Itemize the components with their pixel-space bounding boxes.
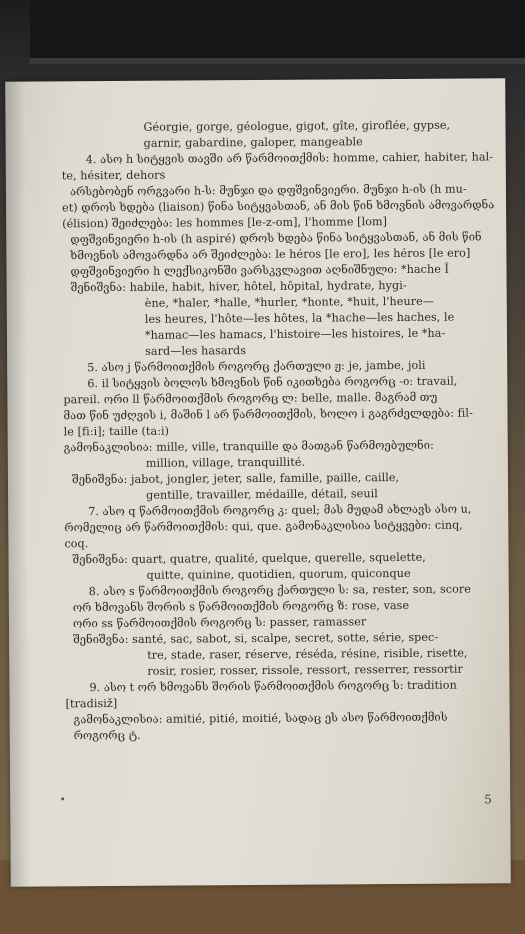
text-line: დფშვინვიერი h ლექსიკონში ვარსკვლავით აღნიშნული: *hache Î <box>70 262 450 279</box>
text-line: გამონაკლისია: amitié, pitié, moitié, სადაც ეს ასო წარმოითქმის <box>73 710 448 727</box>
laptop-hinge <box>30 58 525 64</box>
text-line: შენიშვნა: quart, quatre, qualité, quelque, querelle, squelette, <box>72 550 426 567</box>
text-line: ორ ხმოვანს შორის s წარმოითქმის როგორც ზ: rose, vase <box>72 598 410 615</box>
text-line: მათ წინ უძღვის i, მაშინ l არ წარმოითქმის, ხოლო i გაგრძელდება: fil- <box>63 406 473 423</box>
text-line: Géorgie, gorge, géologue, gigot, gîte, giroflée, gypse, <box>143 118 451 134</box>
text-line: coq. <box>64 537 89 551</box>
book-page <box>5 78 511 886</box>
text-line: ène, *haler, *halle, *hurler, *honte, *huit, l'heure— <box>144 294 435 310</box>
text-line: pareil. ორი ll წარმოითქმის როგორც ლ: belle, malle. მაგრამ თუ <box>63 390 438 407</box>
text-line: 6. il სიტყვის ბოლოს ხმოვნის წინ იკითხება როგორც -ი: travail, <box>87 374 458 391</box>
text-line: million, village, tranquillité. <box>145 455 306 470</box>
text-line: quitte, quinine, quotidien, quorum, quiconque <box>146 566 411 582</box>
text-line: les heures, l'hôte—les hôtes, la *hache—les haches, le <box>144 310 455 326</box>
text-line: შენიშვნა: santé, sac, sabot, si, scalpe, secret, sotte, série, spec- <box>73 630 439 647</box>
text-line: 4. ასო h სიტყვის თავში არ წარმოითქმის: homme, cahier, habiter, hal- <box>85 150 494 167</box>
text-line: ორი ss წარმოითქმის როგორც ს: passer, ramasser <box>72 615 367 631</box>
text-line: tre, stade, raser, réserve, réséda, résine, risible, risette, <box>147 646 468 662</box>
text-line: te, hésiter, dehors <box>61 168 166 183</box>
text-line: rosir, rosier, rosser, rissole, ressort, resserrer, ressortir <box>147 662 463 678</box>
text-line: [tradisiž] <box>65 696 118 711</box>
text-line: garnir, gabardine, galoper, mangeable <box>143 135 363 150</box>
text-line: gentille, travailler, médaille, détail, seuil <box>146 487 378 502</box>
text-line: გამონაკლისია: mille, ville, tranquille და მათგან წარმოებულნი: <box>63 438 434 455</box>
text-line: დფშვინვიერი h-ის (h aspiré) დროს ხდება წინა სიტყვასთან, ან მის წინ <box>70 230 482 247</box>
text-line: შენიშვნა: jabot, jongler, jeter, salle, famille, paille, caille, <box>71 471 400 487</box>
text-line: *hamac—les hamacs, l'histoire—les histoires, le *ha- <box>144 326 446 342</box>
text-line: 8. ასო s წარმოითქმის როგორც ქართული ს: sa, rester, son, score <box>88 582 471 599</box>
text-line: 5. ასო j წარმოითქმის როგორც ქართული ჟ: je, jambe, joli <box>87 358 426 375</box>
text-line: ხმოვნის ამოვარდნა არ შეიძლება: le héros [le ero], les héros [le ero] <box>70 246 471 263</box>
text-line: 7. ასო q წარმოითქმის როგორც კ: quel; მას მუდამ ახლავს ასო u, <box>88 502 472 519</box>
text-line: (élision) შეიძლება: les hommes [le-z-om], l'homme [lom] <box>62 215 388 231</box>
text-line: 9. ასო t ორ ხმოვანს შორის წარმოითქმის როგორც ს: tradition <box>89 678 457 695</box>
text-line: როგორც ტ. <box>73 728 141 743</box>
text-line: არსებობენ ორგვარი h-ს: მუნჯი და დფშვინვიერი. მუნჯი h-ის (h mu- <box>69 182 467 199</box>
text-line: sard—les hasards <box>145 344 247 358</box>
page-text <box>5 78 511 886</box>
text-line: le [fi:i]; taille (ta:i) <box>63 424 170 439</box>
text-line: შენიშვნა: habile, habit, hiver, hôtel, hôpital, hydrate, hygi- <box>70 278 407 295</box>
text-line: et) დროს ხდება (liaison) წინა სიტყვასთან, ან მის წინ ხმოვნის ამოვარდნა <box>62 198 495 215</box>
page-number: 5 <box>484 792 492 807</box>
page-speck <box>61 797 64 800</box>
text-line: რომელიც არ წარმოითქმის: qui, que. გამონაკლისია სიტყვები: cinq, <box>64 518 463 535</box>
laptop-edge <box>30 0 525 62</box>
